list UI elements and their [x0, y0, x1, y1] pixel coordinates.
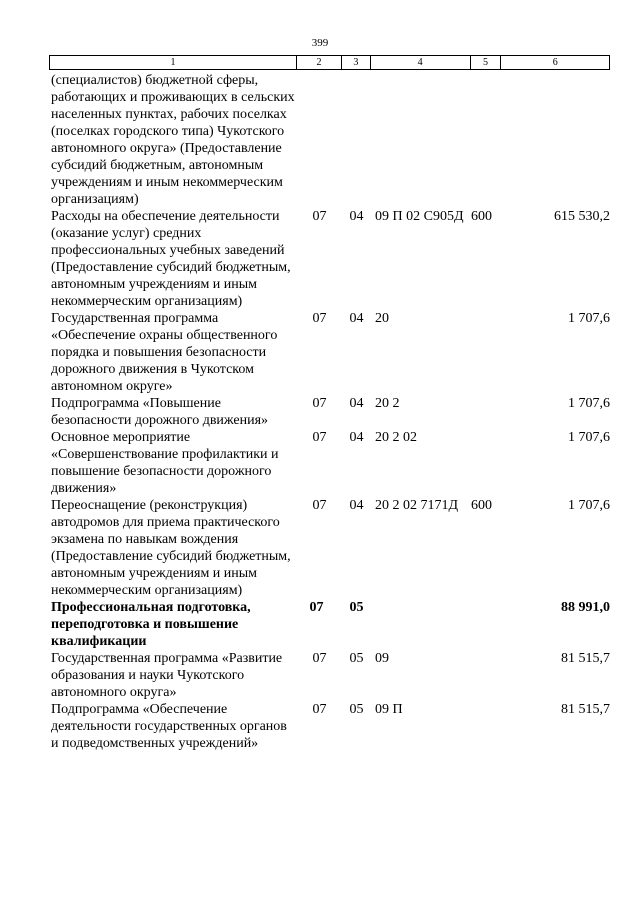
row-csr: 20 2 02 — [375, 430, 417, 445]
row-rz: 07 — [312, 498, 327, 513]
table-row — [49, 701, 610, 752]
row-vr — [471, 701, 502, 752]
row-rz: 07 — [309, 600, 324, 615]
row-name: Профессиональная подготовка, переподготовка и повышение квалификации — [51, 600, 251, 649]
row-pr: 04 — [349, 430, 364, 445]
table-header — [49, 55, 610, 70]
header-col-3: 3 — [342, 56, 371, 69]
row-name: Переоснащение (реконструкция) автодромов для приема практического экзамена по навыкам вождения (Предоставление субсидий бюджетным, автономным учреждениям и иным некоммерческим организациям) — [51, 498, 291, 598]
row-name: Расходы на обеспечение деятельности (оказание услуг) средних профессиональных учебных заведений (Предоставление субсидий бюджетным, автономным учреждениям и иным некоммерческим организациям) — [51, 209, 291, 309]
row-sum: 88 991,0 — [561, 600, 610, 615]
table-row — [49, 72, 610, 208]
header-col-4: 4 — [371, 56, 471, 69]
row-sum: 1 707,6 — [568, 311, 610, 326]
row-vr — [471, 72, 502, 208]
table-row — [49, 650, 610, 701]
row-csr — [371, 599, 471, 650]
header-col-1: 1 — [50, 56, 297, 69]
row-name: Основное мероприятие «Совершенствование профилактики и повышение безопасности дорожного движения» — [51, 430, 279, 496]
table-row — [49, 497, 610, 599]
row-pr: 04 — [349, 498, 364, 513]
table-row — [49, 208, 610, 310]
row-vr — [471, 599, 502, 650]
row-pr: 05 — [349, 600, 364, 615]
table-row — [49, 429, 610, 497]
row-rz: 07 — [312, 311, 327, 326]
row-sum: 1 707,6 — [568, 430, 610, 445]
row-pr: 04 — [349, 209, 364, 224]
header-col-5: 5 — [471, 56, 502, 69]
row-vr — [471, 429, 502, 497]
row-pr: 05 — [349, 702, 364, 717]
row-sum: 81 515,7 — [561, 651, 610, 666]
row-rz — [297, 72, 342, 208]
row-sum: 615 530,2 — [554, 209, 610, 224]
row-sum: 1 707,6 — [568, 498, 610, 513]
row-name: Государственная программа «Развитие образования и науки Чукотского автономного округа» — [51, 651, 283, 700]
row-csr — [371, 72, 471, 208]
row-vr — [471, 650, 502, 701]
row-pr: 05 — [349, 651, 364, 666]
row-name: (специалистов) бюджетной сферы, работающих и проживающих в сельских населенных пунктах, рабочих поселках (поселках городского типа) Чукотского автономного округа» (Предоставление субсидий бюджетным, автономным учреждениям и иным некоммерческим организациям) — [51, 73, 295, 207]
row-csr: 20 2 — [375, 396, 400, 411]
row-rz: 07 — [312, 209, 327, 224]
row-rz: 07 — [312, 396, 327, 411]
table-row — [49, 310, 610, 395]
page-number: 399 — [311, 37, 329, 49]
row-name: Государственная программа «Обеспечение охраны общественного порядка и повышения безопасности дорожного движения в Чукотском автономном округе» — [51, 311, 278, 394]
row-sum: 81 515,7 — [561, 702, 610, 717]
row-vr: 600 — [471, 498, 492, 513]
row-csr: 09 — [375, 651, 389, 666]
row-csr: 09 П 02 С905Д — [375, 209, 464, 224]
row-vr: 600 — [471, 209, 492, 224]
row-vr — [471, 310, 502, 395]
table-row — [49, 395, 610, 429]
row-pr — [342, 72, 371, 208]
row-sum: 1 707,6 — [568, 396, 610, 411]
row-rz: 07 — [312, 651, 327, 666]
row-csr: 20 — [375, 311, 389, 326]
row-pr: 04 — [349, 311, 364, 326]
row-csr: 20 2 02 7171Д — [375, 498, 459, 513]
row-rz: 07 — [312, 430, 327, 445]
row-sum — [502, 72, 610, 208]
row-rz: 07 — [312, 702, 327, 717]
row-name: Подпрограмма «Обеспечение деятельности государственных органов и подведомственных учреждений» — [51, 702, 287, 751]
table-body — [49, 72, 610, 752]
row-csr: 09 П — [375, 702, 403, 717]
header-col-2: 2 — [297, 56, 342, 69]
table-row-section — [49, 599, 610, 650]
row-vr — [471, 395, 502, 429]
row-name: Подпрограмма «Повышение безопасности дорожного движения» — [51, 396, 269, 428]
header-col-6: 6 — [552, 57, 558, 68]
row-pr: 04 — [349, 396, 364, 411]
